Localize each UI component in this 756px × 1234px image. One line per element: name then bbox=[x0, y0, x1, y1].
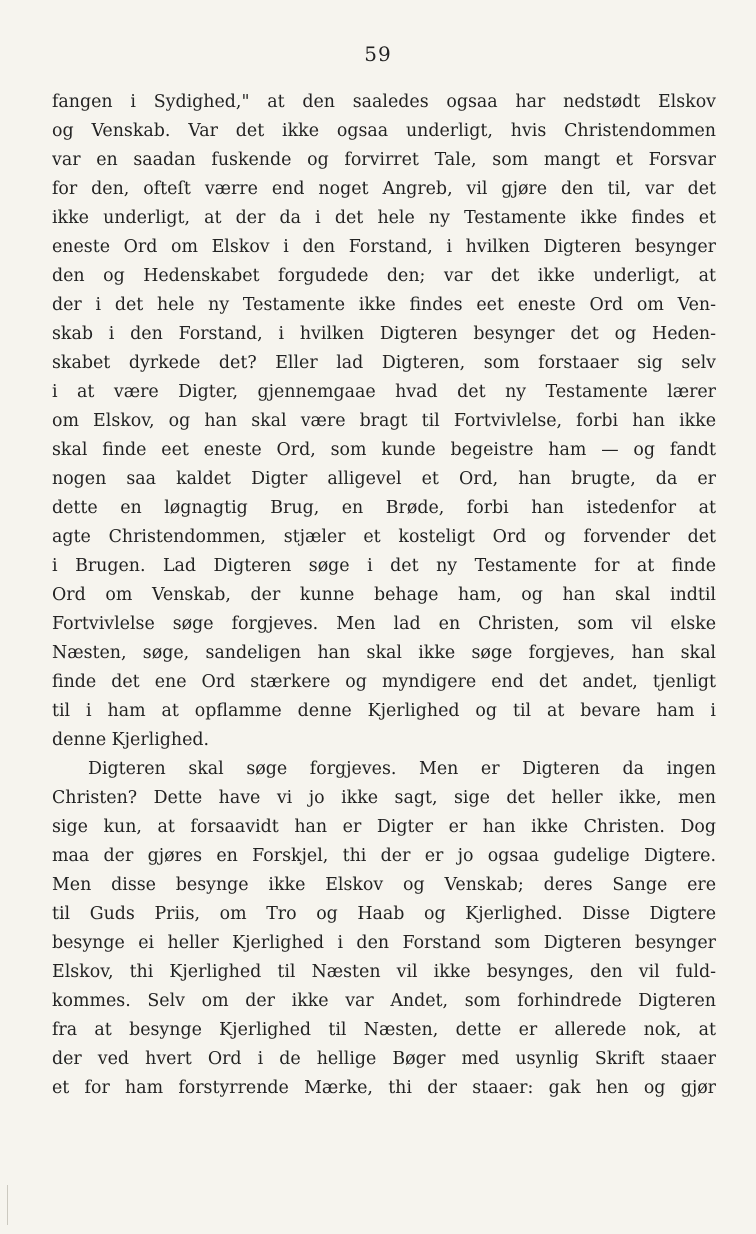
text-line: ikke underligt, at der da i det hele ny Testamente ikke findes et bbox=[52, 208, 716, 228]
text-line: nogen saa kaldet Digter alligevel et Ord, han brugte, da er bbox=[52, 469, 716, 489]
text-line: Christen? Dette have vi jo ikke sagt, sige det heller ikke, men bbox=[52, 788, 716, 808]
text-line: skal finde eet eneste Ord, som kunde begeistre ham — og fandt bbox=[52, 440, 716, 460]
text-line: i at være Digter, gjennemgaae hvad det ny Testamente lærer bbox=[52, 382, 716, 402]
text-line: agte Christendommen, stjæler et kosteligt Ord og forvender det bbox=[52, 527, 716, 547]
text-line: eneste Ord om Elskov i den Forstand, i hvilken Digteren besynger bbox=[52, 237, 716, 257]
page-number: 59 bbox=[364, 42, 392, 66]
text-line: maa der gjøres en Forskjel, thi der er jo ogsaa gudelige Digtere. bbox=[52, 846, 716, 866]
text-line: og Venskab. Var det ikke ogsaa underligt, hvis Christendommen bbox=[52, 121, 716, 141]
text-line: Fortvivlelse søge forgjeves. Men lad en Christen, som vil elske bbox=[52, 614, 716, 634]
text-line: der ved hvert Ord i de hellige Bøger med usynlig Skrift staaer bbox=[52, 1049, 716, 1069]
text-line: fangen i Sydighed," at den saaledes ogsaa har nedstødt Elskov bbox=[52, 92, 716, 112]
text-line: i Brugen. Lad Digteren søge i det ny Testamente for at finde bbox=[52, 556, 716, 576]
text-line: der i det hele ny Testamente ikke findes eet eneste Ord om Ven- bbox=[52, 295, 716, 315]
text-line: til i ham at opflamme denne Kjerlighed og til at bevare ham i bbox=[52, 701, 716, 721]
text-line: skabet dyrkede det? Eller lad Digteren, som forstaaer sig selv bbox=[52, 353, 716, 373]
text-line: Ord om Venskab, der kunne behage ham, og han skal indtil bbox=[52, 585, 716, 605]
text-line: besynge ei heller Kjerlighed i den Forstand som Digteren besynger bbox=[52, 933, 716, 953]
text-line: et for ham forstyrrende Mærke, thi der staaer: gak hen og gjør bbox=[52, 1078, 716, 1098]
text-line: til Guds Priis, om Tro og Haab og Kjerlighed. Disse Digtere bbox=[52, 904, 716, 924]
text-line: skab i den Forstand, i hvilken Digteren besynger det og Heden- bbox=[52, 324, 716, 344]
text-line: Næsten, søge, sandeligen han skal ikke søge forgjeves, han skal bbox=[52, 643, 716, 663]
text-line: finde det ene Ord stærkere og myndigere end det andet, tjenligt bbox=[52, 672, 716, 692]
text-line: for den, ofteſt værre end noget Angreb, vil gjøre den til, var det bbox=[52, 179, 716, 199]
text-line: sige kun, at forsaavidt han er Digter er han ikke Christen. Dog bbox=[52, 817, 716, 837]
body-text bbox=[52, 88, 716, 1103]
text-line: var en saadan fuskende og forvirret Tale, som mangt et Forsvar bbox=[52, 150, 716, 170]
text-line: fra at besynge Kjerlighed til Næsten, dette er allerede nok, at bbox=[52, 1020, 716, 1040]
text-line-paragraph-start: Digteren skal søge forgjeves. Men er Digteren da ingen bbox=[88, 759, 716, 779]
text-line: dette en løgnagtig Brug, en Brøde, forbi han istedenfor at bbox=[52, 498, 716, 518]
page-edge-mark bbox=[7, 1185, 8, 1225]
text-line: Men disse besynge ikke Elskov og Venskab; deres Sange ere bbox=[52, 875, 716, 895]
text-line: om Elskov, og han skal være bragt til Fortvivlelse, forbi han ikke bbox=[52, 411, 716, 431]
text-line: den og Hedenskabet forgudede den; var det ikke underligt, at bbox=[52, 266, 716, 286]
text-line: Elskov, thi Kjerlighed til Næsten vil ikke besynges, den vil fuld- bbox=[52, 962, 716, 982]
text-line: kommes. Selv om der ikke var Andet, som forhindrede Digteren bbox=[52, 991, 716, 1011]
text-line-paragraph-end: denne Kjerlighed. bbox=[52, 730, 210, 750]
